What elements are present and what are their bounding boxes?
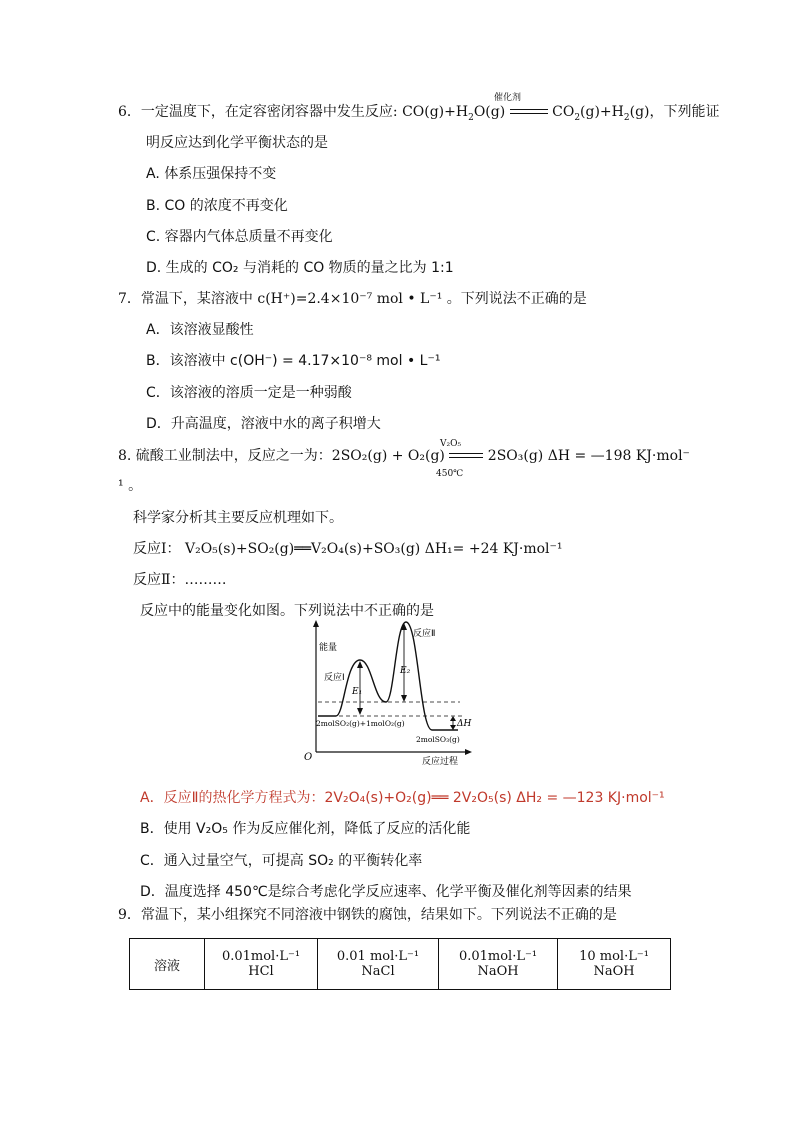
- q7-option-a: A．该溶液显酸性: [146, 322, 254, 338]
- q8-reaction1: 反应Ⅰ： V₂O₅(s)+SO₂(g)══V₂O₄(s)+SO₃(g) ΔH₁= +24 KJ·mol⁻¹: [133, 541, 563, 557]
- q6-stem-line2: 明反应达到化学平衡状态的是: [146, 135, 328, 151]
- q6-stem-e: (g)，下列能证: [629, 104, 720, 120]
- dh-label: ΔH: [457, 719, 472, 729]
- q6-stem: [118, 102, 720, 128]
- dh-arrow-up-icon: [450, 716, 456, 721]
- y-axis-arrow-icon: [313, 620, 319, 627]
- q7-stem: 7．常温下，某溶液中 c(H⁺)=2.4×10⁻⁷ mol • L⁻¹ 。下列说法不正确的是: [118, 291, 587, 307]
- q8-stem-b: 2SO₃(g) ΔH = —198 KJ·mol⁻: [487, 448, 690, 464]
- q8-line2: 科学家分析其主要反应机理如下。: [133, 510, 343, 526]
- q8-stem: [118, 446, 690, 466]
- table-header-cell: 0.01mol·L⁻¹ NaOH: [439, 939, 558, 990]
- reaction1-label: 反应Ⅰ: [324, 673, 345, 683]
- equilibrium-arrow-icon: [449, 451, 483, 461]
- e1-arrow-up-icon: [357, 661, 363, 668]
- table-header-cell: 0.01mol·L⁻¹ HCl: [205, 939, 318, 990]
- q6-sub-2a: 2: [468, 112, 474, 123]
- q6-stem-d: (g)+H: [580, 104, 624, 120]
- q6-option-a: A. 体系压强保持不变: [146, 166, 277, 182]
- q6-stem-c: CO: [552, 104, 575, 120]
- q8-option-d: D．温度选择 450℃是综合考虑化学反应速率、化学平衡及催化剂等因素的结果: [140, 884, 632, 900]
- q6-option-c: C. 容器内气体总质量不再变化: [146, 229, 333, 245]
- table-header-cell: 溶液: [130, 939, 205, 990]
- e1-arrow-down-icon: [357, 708, 363, 715]
- q7-option-d: D．升高温度，溶液中水的离子积增大: [146, 416, 381, 432]
- e2-arrow-down-icon: [401, 695, 407, 702]
- q6-sub-2b: 2: [574, 112, 581, 123]
- equilibrium-arrow-icon: [510, 107, 548, 117]
- q6-catalyst-label: 催化剂: [494, 93, 522, 103]
- q6-option-d: D. 生成的 CO₂ 与消耗的 CO 物质的量之比为 1:1: [146, 260, 454, 276]
- q6-stem-b: O(g): [473, 104, 506, 120]
- origin-label: O: [304, 752, 313, 763]
- reactants-label: 2molSO₂(g)+1molO₂(g): [316, 719, 405, 728]
- y-axis-label: 能量: [319, 643, 338, 653]
- q8-stem-a: 8. 硫酸工业制法中，反应之一为：2SO₂(g) + O₂(g): [118, 448, 445, 464]
- reaction2-label: 反应Ⅱ: [413, 629, 436, 639]
- dh-arrow-down-icon: [450, 725, 456, 730]
- solution-table: [129, 938, 671, 990]
- q8-condition-bottom: 450℃: [436, 469, 464, 479]
- energy-diagram: [300, 618, 480, 768]
- product-label: 2molSO₃(g): [416, 735, 460, 744]
- x-axis-arrow-icon: [465, 749, 472, 755]
- table-header-cell: 10 mol·L⁻¹ NaOH: [558, 939, 671, 990]
- q8-figure-intro: 反应中的能量变化如图。下列说法中不正确的是: [140, 603, 434, 619]
- q7-option-b: B．该溶液中 c(OH⁻) = 4.17×10⁻⁸ mol • L⁻¹: [146, 353, 441, 369]
- q6-sub-2c: 2: [623, 112, 630, 123]
- q8-option-a: A．反应Ⅱ的热化学方程式为：2V₂O₄(s)+O₂(g)══ 2V₂O₅(s) ΔH₂ = —123 KJ·mol⁻¹: [140, 790, 665, 806]
- q8-option-b: B．使用 V₂O₅ 作为反应催化剂，降低了反应的活化能: [140, 821, 471, 837]
- x-axis-label: 反应过程: [422, 757, 459, 767]
- q8-condition-top: V₂O₅: [440, 439, 462, 449]
- q8-option-c: C．通入过量空气，可提高 SO₂ 的平衡转化率: [140, 853, 423, 869]
- e2-label: E₂: [400, 666, 411, 676]
- q8-reaction2: 反应Ⅱ：………: [133, 572, 227, 588]
- q8-stem-tail: ¹ 。: [118, 478, 143, 494]
- q7-option-c: C．该溶液的溶质一定是一种弱酸: [146, 385, 352, 401]
- table-row: [130, 939, 671, 990]
- q6-stem-a: 6．一定温度下，在定容密闭容器中发生反应: CO(g)+H: [118, 104, 469, 120]
- table-header-cell: 0.01 mol·L⁻¹ NaCl: [318, 939, 439, 990]
- q6-option-b: B. CO 的浓度不再变化: [146, 198, 288, 214]
- q9-stem: 9．常温下，某小组探究不同溶液中钢铁的腐蚀，结果如下。下列说法不正确的是: [118, 907, 617, 923]
- e1-label: E₁: [352, 687, 363, 697]
